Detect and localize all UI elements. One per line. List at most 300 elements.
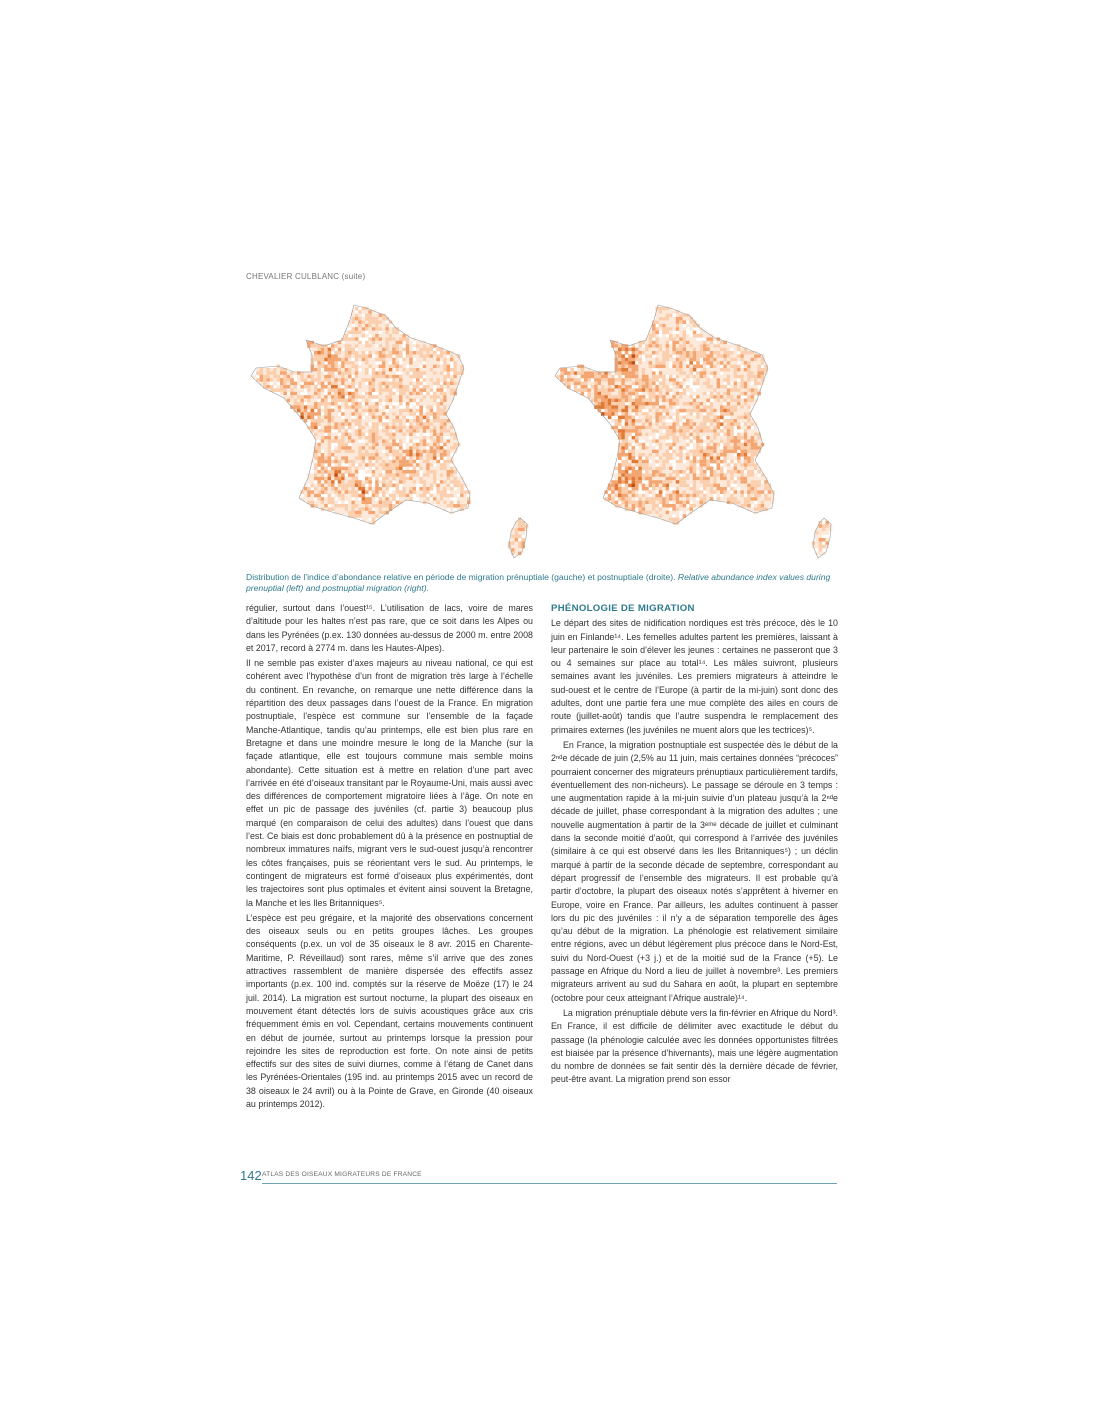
map-cell <box>396 467 400 471</box>
map-cell <box>402 494 406 498</box>
map-cell <box>396 426 400 430</box>
map-cell <box>683 320 687 324</box>
map-cell <box>345 351 349 355</box>
map-cell <box>385 358 389 362</box>
map-cell <box>676 497 680 501</box>
map-cell <box>621 348 625 352</box>
map-cell <box>355 371 359 375</box>
map-cell <box>666 324 670 328</box>
map-cell <box>362 382 366 386</box>
map-cell <box>625 436 629 440</box>
map-cell <box>409 453 413 457</box>
map-cell <box>351 463 355 467</box>
map-cell <box>375 443 379 447</box>
map-cell <box>351 460 355 464</box>
map-cell <box>645 460 649 464</box>
map-cell <box>314 477 318 481</box>
map-cell <box>625 497 629 501</box>
map-cell <box>290 395 294 399</box>
map-cell <box>358 365 362 369</box>
map-cell <box>358 467 362 471</box>
map-cell <box>321 501 325 505</box>
map-cell <box>700 348 704 352</box>
map-cell <box>314 473 318 477</box>
map-cell <box>433 480 437 484</box>
map-cell <box>706 395 710 399</box>
map-cell <box>341 382 345 386</box>
map-cell <box>372 436 376 440</box>
map-cell <box>727 405 731 409</box>
map-cell <box>368 354 372 358</box>
map-cell <box>615 467 619 471</box>
map-cell <box>645 477 649 481</box>
map-cell <box>396 490 400 494</box>
map-cell <box>628 463 632 467</box>
map-cell <box>717 456 721 460</box>
map-cell <box>751 439 755 443</box>
map-cell <box>406 382 410 386</box>
map-cell <box>700 426 704 430</box>
map-cell <box>638 429 642 433</box>
map-cell <box>375 341 379 345</box>
map-cell <box>436 412 440 416</box>
map-cell <box>358 422 362 426</box>
map-cell <box>389 331 393 335</box>
map-cell <box>311 365 315 369</box>
map-cell <box>659 467 663 471</box>
map-cell <box>638 351 642 355</box>
map-cell <box>659 327 663 331</box>
map-cell <box>652 334 656 338</box>
map-cell <box>362 327 366 331</box>
map-cell <box>450 501 454 505</box>
map-cell <box>635 358 639 362</box>
map-cell <box>815 531 819 535</box>
map-cell <box>334 477 338 481</box>
map-cell <box>300 412 304 416</box>
map-cell <box>365 358 369 362</box>
map-cell <box>683 497 687 501</box>
map-cell <box>518 521 522 525</box>
map-cell <box>433 484 437 488</box>
map-cell <box>764 497 768 501</box>
map-cell <box>375 375 379 379</box>
map-cell <box>689 460 693 464</box>
map-cell <box>351 470 355 474</box>
map-cell <box>433 439 437 443</box>
map-cell <box>297 409 301 413</box>
map-cell <box>385 405 389 409</box>
map-cell <box>604 412 608 416</box>
map-cell <box>737 453 741 457</box>
map-cell <box>604 388 608 392</box>
map-cell <box>379 392 383 396</box>
map-cell <box>655 422 659 426</box>
map-cell <box>457 361 461 365</box>
map-cell <box>348 511 352 515</box>
map-cell <box>392 484 396 488</box>
map-cell <box>307 392 311 396</box>
map-cell <box>402 365 406 369</box>
map-cell <box>419 467 423 471</box>
map-cell <box>696 467 700 471</box>
map-cell <box>423 378 427 382</box>
map-cell <box>351 412 355 416</box>
map-cell <box>348 470 352 474</box>
map-cell <box>375 480 379 484</box>
map-cell <box>348 368 352 372</box>
map-cell <box>730 412 734 416</box>
map-cell <box>365 480 369 484</box>
map-cell <box>625 361 629 365</box>
map-cell <box>703 467 707 471</box>
map-cell <box>443 439 447 443</box>
map-cell <box>338 473 342 477</box>
map-cell <box>611 484 615 488</box>
map-cell <box>703 402 707 406</box>
map-cell <box>345 422 349 426</box>
map-cell <box>277 378 281 382</box>
map-cell <box>290 402 294 406</box>
map-cell <box>720 439 724 443</box>
map-cell <box>314 433 318 437</box>
map-cell <box>693 351 697 355</box>
map-cell <box>399 419 403 423</box>
map-cell <box>730 422 734 426</box>
map-cell <box>693 429 697 433</box>
map-cell <box>300 378 304 382</box>
map-cell <box>618 388 622 392</box>
map-cell <box>642 433 646 437</box>
map-cell <box>362 365 366 369</box>
map-cell <box>409 436 413 440</box>
map-cell <box>652 416 656 420</box>
map-cell <box>334 460 338 464</box>
map-cell <box>362 436 366 440</box>
map-cell <box>368 514 372 518</box>
map-cell <box>338 422 342 426</box>
map-cell <box>334 368 338 372</box>
map-cell <box>621 354 625 358</box>
map-cell <box>416 450 420 454</box>
map-cell <box>338 388 342 392</box>
map-cell <box>649 470 653 474</box>
map-cell <box>683 334 687 338</box>
map-cell <box>430 433 434 437</box>
map-cell <box>730 426 734 430</box>
map-cell <box>727 371 731 375</box>
map-cell <box>389 501 393 505</box>
map-cell <box>747 392 751 396</box>
map-cell <box>341 422 345 426</box>
map-cell <box>409 375 413 379</box>
map-cell <box>365 511 369 515</box>
map-cell <box>270 378 274 382</box>
map-cell <box>608 375 612 379</box>
map-cell <box>392 331 396 335</box>
map-cell <box>645 463 649 467</box>
map-cell <box>426 490 430 494</box>
map-cell <box>649 395 653 399</box>
map-cell <box>351 378 355 382</box>
map-cell <box>679 371 683 375</box>
map-cell <box>317 416 321 420</box>
map-cell <box>734 392 738 396</box>
map-cell <box>683 341 687 345</box>
map-cell <box>389 477 393 481</box>
map-cell <box>734 497 738 501</box>
map-cell <box>669 314 673 318</box>
map-cell <box>294 392 298 396</box>
map-cell <box>625 467 629 471</box>
map-cell <box>720 378 724 382</box>
map-cell <box>676 501 680 505</box>
map-cell <box>355 456 359 460</box>
map-cell <box>611 385 615 389</box>
map-cell <box>615 422 619 426</box>
map-cell <box>321 361 325 365</box>
map-cell <box>676 419 680 423</box>
map-cell <box>416 344 420 348</box>
map-cell <box>351 409 355 413</box>
map-cell <box>311 416 315 420</box>
map-cell <box>399 378 403 382</box>
map-cell <box>372 314 376 318</box>
map-cell <box>348 497 352 501</box>
map-cell <box>666 473 670 477</box>
map-cell <box>362 514 366 518</box>
map-cell <box>433 436 437 440</box>
map-cell <box>669 351 673 355</box>
text-column-left <box>246 602 533 1113</box>
map-cell <box>689 439 693 443</box>
map-cell <box>389 382 393 386</box>
map-cell <box>389 368 393 372</box>
map-cell <box>440 450 444 454</box>
map-cell <box>392 382 396 386</box>
map-cell <box>324 470 328 474</box>
map-cell <box>645 494 649 498</box>
map-cell <box>703 351 707 355</box>
map-cell <box>372 395 376 399</box>
map-cell <box>365 392 369 396</box>
map-cell <box>717 378 721 382</box>
map-cell <box>345 371 349 375</box>
map-cell <box>696 426 700 430</box>
map-cell <box>696 382 700 386</box>
map-cell <box>628 378 632 382</box>
map-cell <box>341 470 345 474</box>
map-cell <box>331 504 335 508</box>
map-cell <box>436 477 440 481</box>
map-cell <box>511 545 515 549</box>
map-cell <box>273 388 277 392</box>
map-cell <box>416 470 420 474</box>
map-cell <box>618 371 622 375</box>
map-cell <box>676 320 680 324</box>
map-cell <box>662 470 666 474</box>
map-cell <box>740 416 744 420</box>
map-cell <box>351 436 355 440</box>
map-cell <box>727 375 731 379</box>
map-cell <box>375 453 379 457</box>
paragraph: régulier, surtout dans l’ouest¹⁵. L’utilisation de lacs, voire de mares d’altitude pour les haltes n’est pas rare, que ce soit dans les Alpes ou dans les Pyrénées (p.ex. 130 données au-dessus de 2000 m. entre 2008 et 2017, record à 2774 m. dans les Hautes-Alpes). <box>246 603 533 653</box>
map-cell <box>304 412 308 416</box>
map-cell <box>382 334 386 338</box>
map-cell <box>737 375 741 379</box>
map-cell <box>311 388 315 392</box>
map-cell <box>379 467 383 471</box>
map-cell <box>443 450 447 454</box>
map-cell <box>334 439 338 443</box>
map-cell <box>638 484 642 488</box>
map-cell <box>645 501 649 505</box>
map-cell <box>317 354 321 358</box>
map-cell <box>689 463 693 467</box>
map-cell <box>324 385 328 389</box>
map-cell <box>723 429 727 433</box>
map-cell <box>334 399 338 403</box>
map-cell <box>703 371 707 375</box>
map-cell <box>662 337 666 341</box>
map-cell <box>689 320 693 324</box>
map-cell <box>689 433 693 437</box>
map-cell <box>713 402 717 406</box>
map-cell <box>328 473 332 477</box>
map-cell <box>409 341 413 345</box>
map-cell <box>740 470 744 474</box>
map-cell <box>676 511 680 515</box>
map-cell <box>659 450 663 454</box>
map-cell <box>453 354 457 358</box>
map-cell <box>713 399 717 403</box>
map-cell <box>700 433 704 437</box>
map-cell <box>385 354 389 358</box>
map-cell <box>727 443 731 447</box>
map-cell <box>348 337 352 341</box>
map-cell <box>409 487 413 491</box>
map-cell <box>348 375 352 379</box>
map-cell <box>423 371 427 375</box>
map-cell <box>453 490 457 494</box>
map-cell <box>594 378 598 382</box>
map-cell <box>652 382 656 386</box>
map-cell <box>676 371 680 375</box>
map-cell <box>696 399 700 403</box>
map-cell <box>416 443 420 447</box>
map-cell <box>635 487 639 491</box>
map-cell <box>700 416 704 420</box>
map-cell <box>385 497 389 501</box>
map-cell <box>294 399 298 403</box>
map-cell <box>649 375 653 379</box>
map-cell <box>270 368 274 372</box>
map-cell <box>632 463 636 467</box>
map-cell <box>385 463 389 467</box>
map-cell <box>615 490 619 494</box>
map-cell <box>351 453 355 457</box>
map-cell <box>757 490 761 494</box>
map-cell <box>672 365 676 369</box>
map-cell <box>426 497 430 501</box>
map-cell <box>362 378 366 382</box>
map-cell <box>365 385 369 389</box>
map-cell <box>679 365 683 369</box>
map-cell <box>703 473 707 477</box>
map-cell <box>727 453 731 457</box>
map-cell <box>618 375 622 379</box>
map-cell <box>652 327 656 331</box>
map-cell <box>734 378 738 382</box>
map-cell <box>635 429 639 433</box>
map-cell <box>621 460 625 464</box>
map-cell <box>764 504 768 508</box>
map-cell <box>430 365 434 369</box>
map-cell <box>662 504 666 508</box>
map-cell <box>710 422 714 426</box>
map-cell <box>518 524 522 528</box>
map-cell <box>413 456 417 460</box>
map-cell <box>423 453 427 457</box>
map-cell <box>311 501 315 505</box>
map-cell <box>413 463 417 467</box>
map-cell <box>645 405 649 409</box>
map-cell <box>341 365 345 369</box>
map-cell <box>294 385 298 389</box>
map-cell <box>734 443 738 447</box>
map-cell <box>689 399 693 403</box>
map-cell <box>382 361 386 365</box>
map-cell <box>689 388 693 392</box>
map-cell <box>730 429 734 433</box>
map-cell <box>649 453 653 457</box>
map-cell <box>457 487 461 491</box>
map-cell <box>334 416 338 420</box>
map-cell <box>399 354 403 358</box>
map-cell <box>283 371 287 375</box>
map-cell <box>611 497 615 501</box>
map-cell <box>311 354 315 358</box>
map-cell <box>399 382 403 386</box>
map-cell <box>693 456 697 460</box>
map-cell <box>693 375 697 379</box>
map-cell <box>655 460 659 464</box>
map-cell <box>635 443 639 447</box>
map-cell <box>700 443 704 447</box>
map-cell <box>416 358 420 362</box>
map-cell <box>689 429 693 433</box>
map-cell <box>706 439 710 443</box>
map-cell <box>645 453 649 457</box>
map-cell <box>379 320 383 324</box>
map-cell <box>570 371 574 375</box>
map-cell <box>621 412 625 416</box>
map-cell <box>703 409 707 413</box>
map-cell <box>672 470 676 474</box>
map-cell <box>683 392 687 396</box>
map-cell <box>645 433 649 437</box>
map-cell <box>730 395 734 399</box>
map-cell <box>447 477 451 481</box>
map-cell <box>368 456 372 460</box>
map-cell <box>266 385 270 389</box>
paragraph: En France, la migration postnuptiale est suspectée dès le début de la 2ⁿᵈe décade de juin (2,5% au 11 juin, mais certaines données “précoces” pourraient concerner des migrateurs prénuptiaux particulièrement tardifs, éventuellement des non-nicheurs). Le passage se déroule en 3 temps : une augmentation rapide à la mi-juin suivie d’un plateau jusqu’à la 2ⁿᵈe décade de juillet, phase correspondant à la migration des adultes ; une nouvelle augmentation à partir de la 3ᵉᵐᵉ décade de juillet et culminant dans la seconde moitié d’août, qui correspond à l’arrivée des juvéniles (similaire à ce qui est observé dans les Iles Britanniques⁵) ; un déclin marqué à partir de la seconde décade de septembre, correspondant au départ progressif de l’ensemble des migrateurs. Il est probable qu’à partir d’octobre, la plupart des oiseaux notés s’apprêtent à hiverner en Europe, voire en France. Par ailleurs, les adultes continuent à passer lors du pic des juvéniles : il n’y a de séparation temporelle des âges qu’au début de la migration. La phénologie est relativement similaire entre régions, avec un début légèrement plus précoce dans le Nord-Est, suivi du Nord-Ouest (+3 j.) et de la moitié sud de la France (+5). Le passage en Afrique du Nord a lieu de juillet à novembre³. Les premiers migrateurs arrivent au sud du Sahara en août, la plupart en septembre (octobre pour ceux atteignant l’Afrique australe)¹⁴. <box>551 739 838 1003</box>
map-cell <box>645 419 649 423</box>
map-cell <box>604 402 608 406</box>
map-cell <box>351 382 355 386</box>
map-cell <box>324 456 328 460</box>
map-cell <box>314 358 318 362</box>
